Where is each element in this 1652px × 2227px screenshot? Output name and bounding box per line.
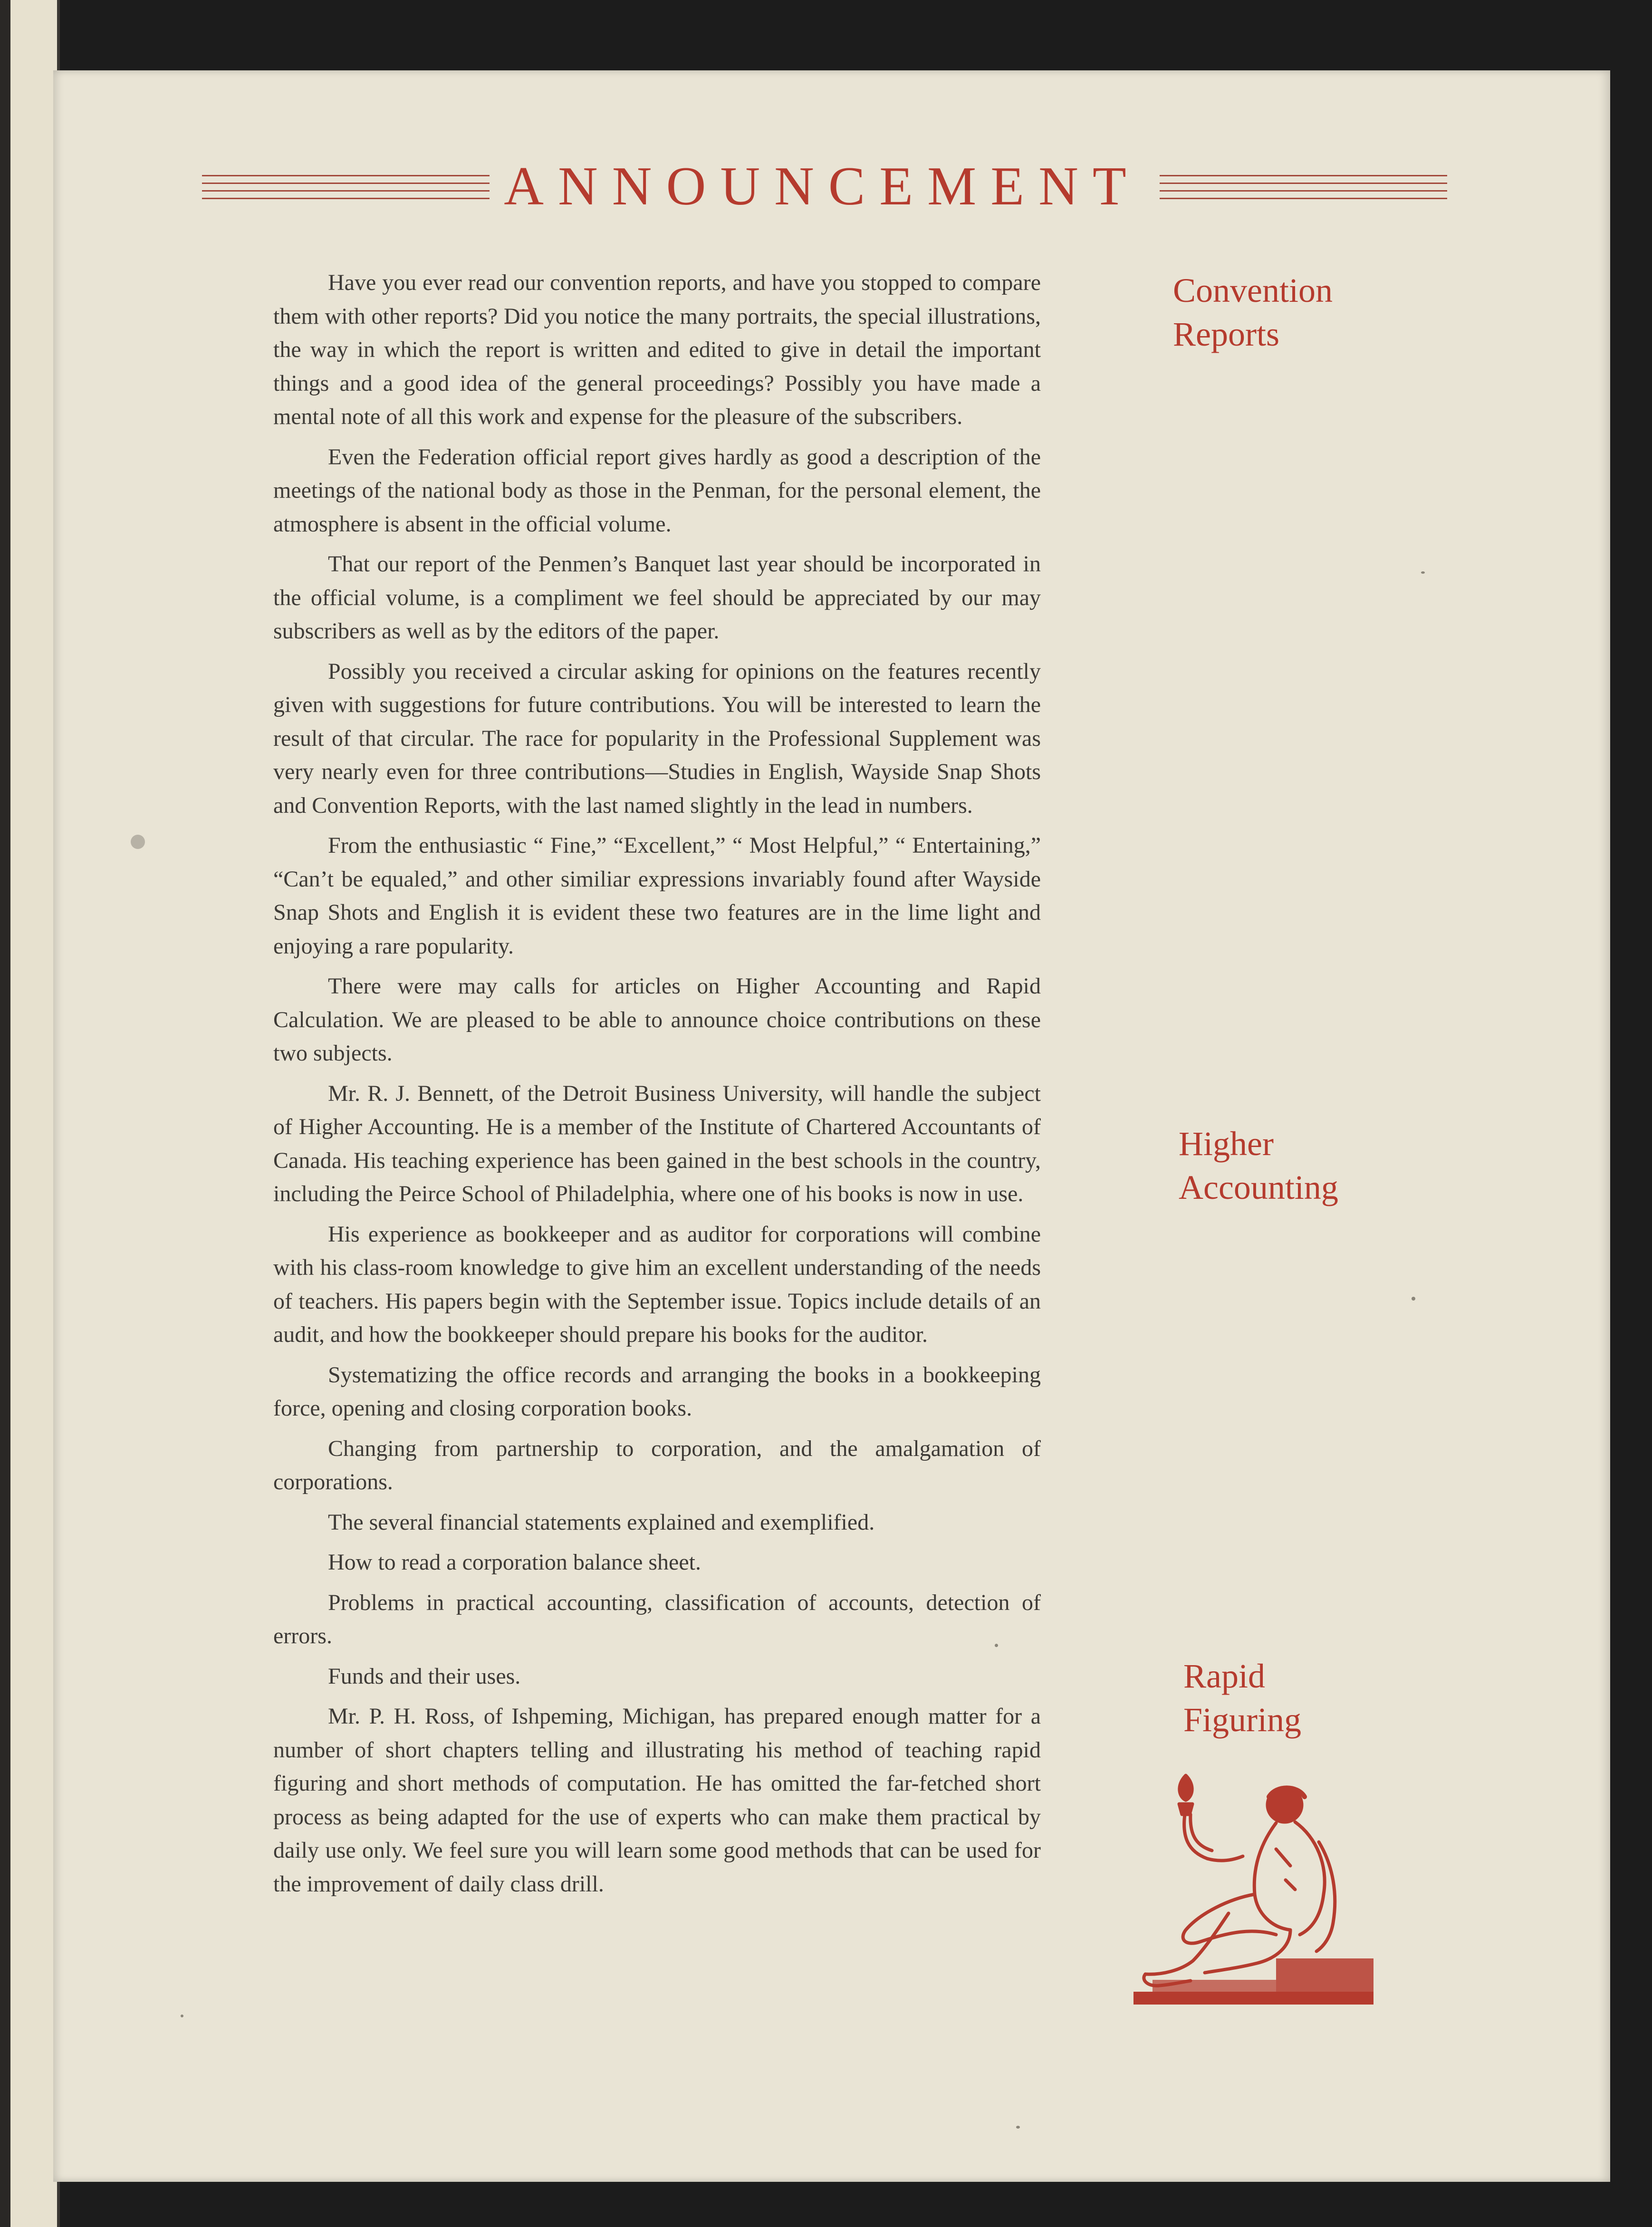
paragraph: The several financial statements explained and exemplified.	[328, 1509, 875, 1535]
paragraph: Have you ever read our convention reports, and have you stopped to compare them with other reports? Did you notice the many portraits, the special illustrations, the way in which the report is written and edited to give in detail the important things and a good idea of the general proceedings? Possibly you have made a mental note of all this work and expense for the pleasure of the subscribers.	[273, 270, 1041, 429]
side-heading-line: Figuring	[1183, 1701, 1302, 1739]
paragraph: Funds and their uses.	[328, 1663, 521, 1689]
page-title: ANNOUNCEMENT	[504, 156, 1141, 217]
side-heading-line: Accounting	[1179, 1168, 1338, 1206]
side-heading-line: Higher	[1179, 1125, 1274, 1163]
header-rule-left	[202, 175, 490, 200]
header-rule-right	[1160, 175, 1447, 200]
left-page-edge	[0, 0, 60, 2227]
side-heading-line: Convention	[1173, 271, 1333, 309]
paragraph: Problems in practical accounting, classification of accounts, detection of errors.	[273, 1590, 1041, 1649]
paper-speck	[181, 2015, 183, 2017]
paragraph: Mr. P. H. Ross, of Ishpeming, Michigan, has prepared enough matter for a number of short chapters telling and illustrating his method of teaching rapid figuring and short methods of computation. He has omitted the far-fetched short process as being adapted for the use of experts who can make them practical by daily use only. We feel sure you will learn some good methods that can be used for the improvement of daily class drill.	[273, 1704, 1041, 1897]
paper-speck	[1412, 1297, 1415, 1301]
side-heading-higher-accounting	[1179, 1122, 1338, 1209]
paragraph: There were may calls for articles on Higher Accounting and Rapid Calculation. We are pleased to be able to announce choice contributions on these two subjects.	[273, 974, 1041, 1066]
paragraph: From the enthusiastic “ Fine,” “Excellent,” “ Most Helpful,” “ Entertaining,” “Can’t be equaled,” and other similiar expressions invariably found after Wayside Snap Shots and English it is evident these two features are in the lime light and enjoying a rare popularity.	[273, 833, 1041, 959]
paper-speck	[1016, 2126, 1020, 2129]
paragraph: Even the Federation official report gives hardly as good a description of the meetings of the national body as those in the Penman, for the personal element, the atmosphere is absent in the official volume.	[273, 444, 1041, 537]
side-heading-rapid-figuring	[1183, 1654, 1301, 1742]
paragraph: Changing from partnership to corporation, and the amalgamation of corporations.	[273, 1436, 1041, 1494]
paragraph: His experience as bookkeeper and as auditor for corporations will combine with his class-room knowledge to give him an excellent understanding of the needs of teachers. His papers begin with the September issue. Topics include details of an audit, and how the bookkeeper should prepare his books for the auditor.	[273, 1221, 1041, 1347]
announcement-header	[0, 158, 1652, 215]
seated-figure-with-torch-icon	[1133, 1771, 1376, 2013]
article-body	[273, 266, 1041, 1908]
paper-speck	[1421, 571, 1425, 574]
side-heading-line: Reports	[1173, 315, 1279, 353]
binding-hole	[131, 835, 145, 849]
paper-speck	[995, 1644, 998, 1647]
paragraph: Systematizing the office records and arranging the books in a bookkeeping force, opening and closing corporation books.	[273, 1362, 1041, 1421]
paragraph: Mr. R. J. Bennett, of the Detroit Business University, will handle the subject of Higher Accounting. He is a member of the Institute of Chartered Accountants of Canada. His teaching experience has been gained in the best schools in the country, including the Peirce School of Philadelphia, where one of his books is now in use.	[273, 1080, 1041, 1206]
side-heading-line: Rapid	[1183, 1657, 1265, 1695]
paragraph: Possibly you received a circular asking for opinions on the features recently given with suggestions for future contributions. You will be interested to learn the result of that circular. The race for popularity in the Professional Supplement was very nearly even for three contributions—Studies in English, Wayside Snap Shots and Convention Reports, with the last named slightly in the lead in numbers.	[273, 658, 1041, 818]
paragraph: How to read a corporation balance sheet.	[328, 1550, 701, 1575]
side-heading-convention-reports	[1173, 269, 1333, 356]
paragraph: That our report of the Penmen’s Banquet last year should be incorporated in the official volume, is a compliment we feel should be appreciated by our may subscribers as well as by the editors of the paper.	[273, 551, 1041, 644]
